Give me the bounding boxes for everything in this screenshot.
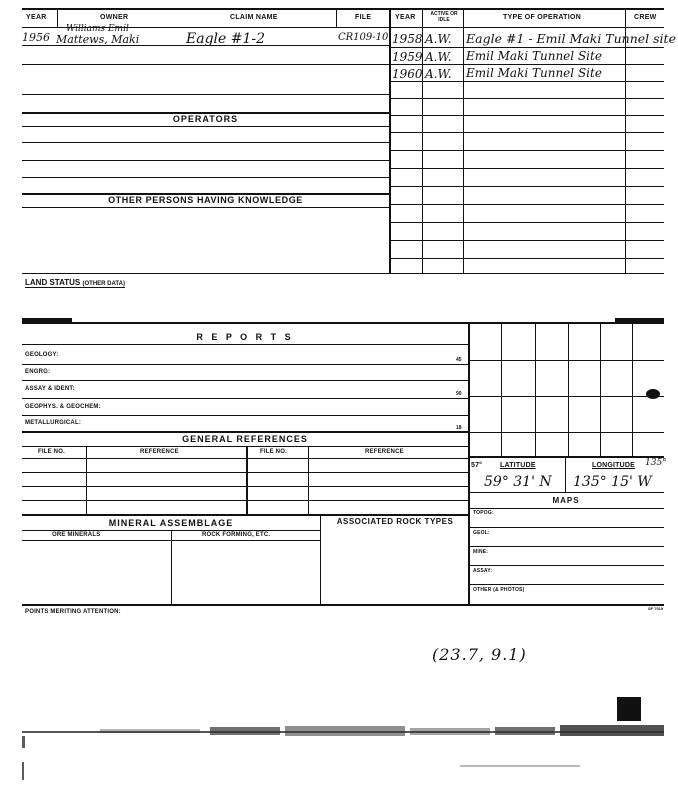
ref-reference-1: REFERENCE <box>140 449 179 455</box>
ref-file-no-2: FILE NO. <box>260 449 287 455</box>
longitude-label: LONGITUDE <box>592 462 636 469</box>
header-claim-name: CLAIM NAME <box>230 14 278 21</box>
report-assay-label: ASSAY & IDENT: <box>25 386 75 392</box>
op-row-2-type: Emil Maki Tunnel Site <box>466 49 602 63</box>
header-owner: OWNER <box>100 14 129 21</box>
ref-reference-2: REFERENCE <box>365 449 404 455</box>
owner-year: 1956 <box>22 31 50 44</box>
ore-minerals-label: ORE MINERALS <box>52 532 101 538</box>
header-year-2: YEAR <box>395 14 416 21</box>
ref-file-no-1: FILE NO. <box>38 449 65 455</box>
op-row-3-year: 1960 <box>392 67 423 81</box>
report-geophys-label: GEOPHYS. & GEOCHEM: <box>25 404 101 410</box>
owner-line-2: Mattews, Maki <box>56 33 140 46</box>
map-mine: MINE: <box>473 549 489 555</box>
maps-heading: MAPS <box>552 496 580 505</box>
latitude-label: LATITUDE <box>500 462 536 469</box>
claim-name-value: Eagle #1-2 <box>186 31 266 47</box>
report-assay-num: 90 <box>456 391 462 397</box>
owner-line-1: Williams Emil <box>66 24 129 34</box>
rock-forming-label: ROCK FORMING, ETC. <box>202 532 271 538</box>
op-row-2-status: A.W. <box>425 50 452 64</box>
general-references-heading: GENERAL REFERENCES <box>182 434 308 444</box>
map-topog: TOPOG: <box>473 510 494 516</box>
associated-rock-types-heading: ASSOCIATED ROCK TYPES <box>336 517 454 526</box>
map-assay: ASSAY: <box>473 568 493 574</box>
report-geology-label: GEOLOGY: <box>25 352 59 358</box>
map-geol: GEOL: <box>473 530 490 536</box>
op-row-3-type: Emil Maki Tunnel Site <box>466 66 602 80</box>
operators-heading: OPERATORS <box>172 114 239 124</box>
top-border <box>22 8 664 10</box>
report-metallurgical-label: METALLURGICAL: <box>25 420 82 426</box>
lat-prefix: 57° <box>471 462 483 469</box>
header-year: YEAR <box>26 14 47 21</box>
op-row-2-year: 1959 <box>392 50 423 64</box>
report-metallurgical-num: 18 <box>456 425 462 431</box>
op-row-1-type: Eagle #1 - Emil Maki Tunnel site <box>466 31 676 46</box>
other-persons-heading: OTHER PERSONS HAVING KNOWLEDGE <box>108 195 303 205</box>
long-suffix: 135° <box>645 458 667 468</box>
form-number: SF 7019 <box>648 606 664 611</box>
file-value: CR109-10 <box>338 32 389 43</box>
header-active-idle: ACTIVE OR IDLE <box>430 11 458 23</box>
op-row-3-status: A.W. <box>425 67 452 81</box>
reports-heading: R E P O R T S <box>196 332 294 342</box>
op-row-1-status: A.W. <box>425 32 452 46</box>
header-crew: CREW <box>634 14 657 21</box>
longitude-value: 135° 15' W <box>573 474 652 490</box>
header-file: FILE <box>355 14 372 21</box>
report-geology-num: 45 <box>456 357 462 363</box>
header-type-of-operation: TYPE OF OPERATION <box>503 14 582 21</box>
report-engrg-label: ENGRG: <box>25 369 51 375</box>
hole-punch-mark <box>646 389 660 399</box>
land-status-heading: LAND STATUS (OTHER DATA) <box>25 278 125 287</box>
mineral-assemblage-heading: MINERAL ASSEMBLAGE <box>108 518 234 528</box>
latitude-value: 59° 31' N <box>484 474 552 490</box>
handwritten-coordinates: (23.7, 9.1) <box>432 645 527 664</box>
points-meriting-attention: POINTS MERITING ATTENTION: <box>25 609 121 615</box>
op-row-1-year: 1958 <box>392 32 423 46</box>
map-other: OTHER (& PHOTOS) <box>473 587 525 593</box>
